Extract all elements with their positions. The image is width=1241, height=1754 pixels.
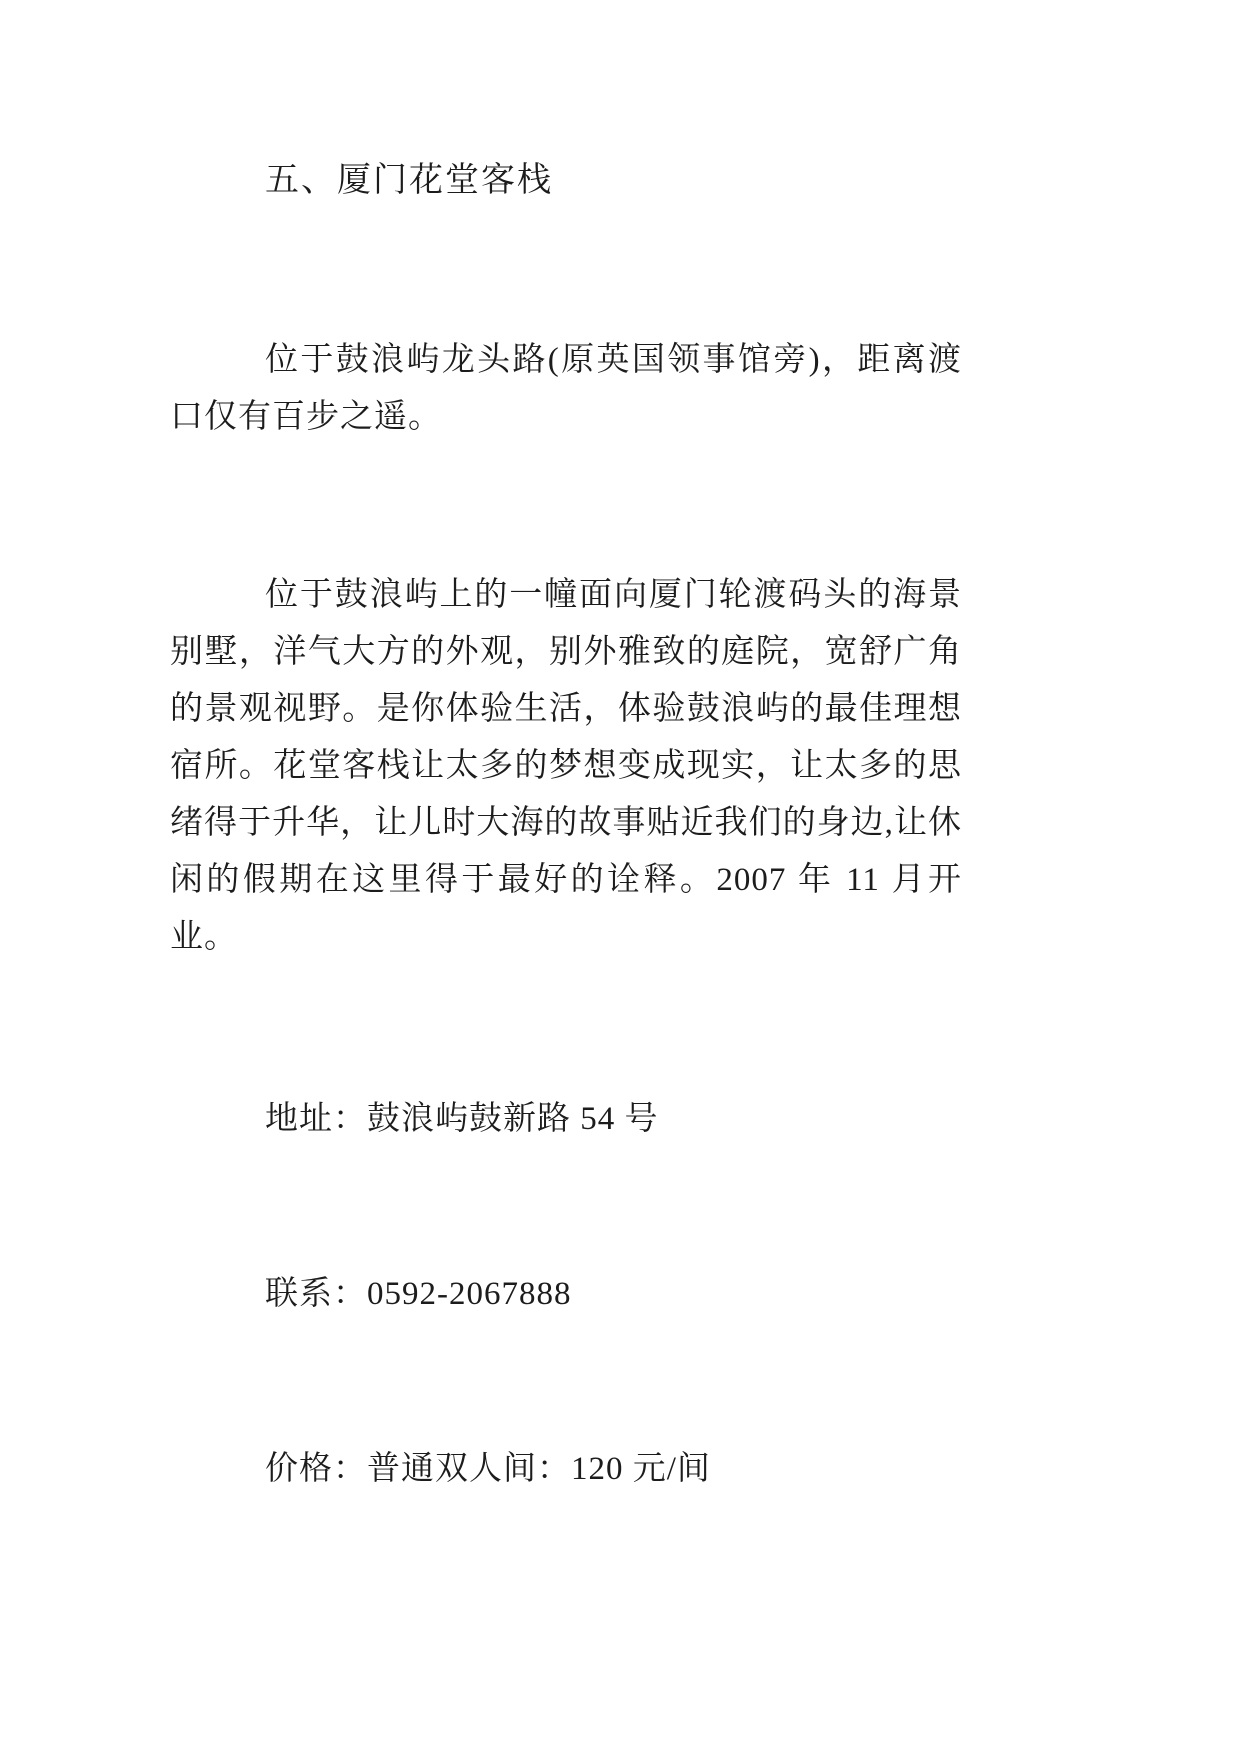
section-heading: 五、厦门花堂客栈 (265, 162, 553, 199)
contact-line: 联系：0592-2067888 (265, 1276, 572, 1312)
price-line: 价格：普通双人间：120 元/间 (265, 1451, 711, 1487)
address-line: 地址：鼓浪屿鼓新路 54 号 (265, 1101, 659, 1137)
paragraph-location: 位于鼓浪屿龙头路(原英国领事馆旁)，距离渡口仅有百步之遥。 (170, 342, 962, 435)
document-content (170, 0, 962, 1498)
paragraph-description: 位于鼓浪屿上的一幢面向厦门轮渡码头的海景别墅，洋气大方的外观，别外雅致的庭院，宽舒广角的景观视野。是你体验生活，体验鼓浪屿的最佳理想宿所。花堂客栈让太多的梦想变成现实，让太多的思绪得于升华，让儿时大海的故事贴近我们的身边,让休闲的假期在这里得于最好的诠释。2007 年 11 月开业。 (170, 577, 962, 955)
